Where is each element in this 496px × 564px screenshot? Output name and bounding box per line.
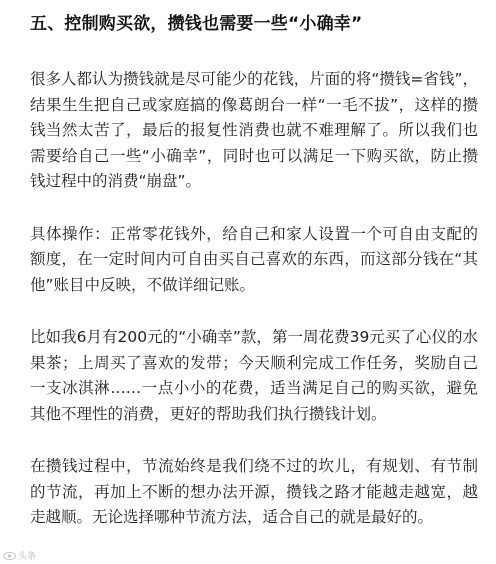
weibo-eye-icon xyxy=(3,551,16,561)
paragraph-example: 比如我6月有200元的“小确幸”款，第一周花费39元买了心仪的水果茶；上周买了喜欢的发带；今天顺利完成工作任务，奖励自己一支冰淇淋……一点小小的花费，适当满足自己的购买欲，避免其他不理性的消费，更好的帮助我们执行攒钱计划。 xyxy=(30,328,478,423)
paragraph-method: 具体操作：正常零花钱外，给自己和家人设置一个可自由支配的额度，在一定时间内可自由买自己喜欢的东西，而这部分钱在“其他”账目中反映，不做详细记账。 xyxy=(30,224,478,294)
paragraph-conclusion: 在攒钱过程中，节流始终是我们绕不过的坎儿，有规划、有节制的节流，再加上不断的想办法开源，攒钱之路才能越走越宽，越走越顺。无论选择哪种节流方法，适合自己的就是最好的。 xyxy=(30,457,478,526)
article-body xyxy=(30,0,478,531)
paragraph-intro: 很多人都认为攒钱就是尽可能少的花钱，片面的将“攒钱=省钱”，结果生生把自己或家庭搞的像葛朗台一样“一毛不拔”，这样的攒钱当然太苦了，最后的报复性消费也就不难理解了。所以我们也需要给自己一些“小确幸”，同时也可以满足一下购买欲，防止攒钱过程中的消费“崩盘”。 xyxy=(30,70,478,190)
section-heading: 五、控制购买欲，攒钱也需要一些“小确幸” xyxy=(30,14,363,34)
watermark-text: 头条 xyxy=(18,552,37,562)
watermark xyxy=(3,549,36,562)
